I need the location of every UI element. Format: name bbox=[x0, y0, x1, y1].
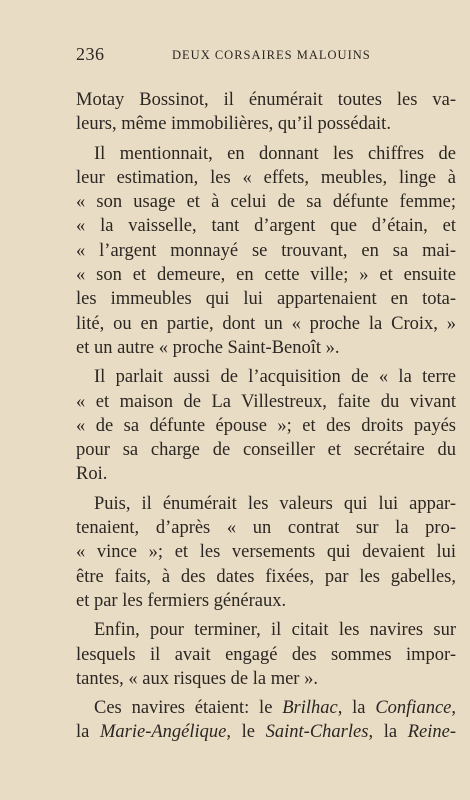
text-fragment: , la bbox=[337, 698, 376, 719]
text-line: « son et demeure, en cette ville; » et ensuite bbox=[76, 265, 456, 286]
text-line: pour sa charge de conseiller et secrétaire du bbox=[76, 440, 456, 461]
text-line bbox=[76, 696, 456, 720]
text-line: et un autre « proche Saint-Benoît ». bbox=[76, 337, 340, 358]
text-line: Puis, il énumérait les valeurs qui lui appar- bbox=[94, 493, 456, 514]
page-header bbox=[76, 44, 456, 66]
text-line: « de sa défunte épouse »; et des droits payés bbox=[76, 415, 456, 436]
text-line bbox=[76, 720, 456, 744]
text-line: être faits, à des dates fixées, par les gabelles, bbox=[76, 566, 456, 587]
text-line: « et maison de La Villestreux, faite du vivant bbox=[76, 391, 456, 412]
text-fragment: , bbox=[451, 698, 456, 719]
text-line: leurs, même immobilières, qu’il possédait. bbox=[76, 114, 391, 135]
text-line: tantes, « aux risques de la mer ». bbox=[76, 668, 318, 689]
running-title: DEUX CORSAIRES MALOUINS bbox=[172, 48, 371, 62]
text-line: « son usage et à celui de sa défunte femme; bbox=[76, 192, 456, 213]
ship-name: Saint-Charles bbox=[265, 722, 369, 743]
text-line: lité, ou en partie, dont un « proche la Croix, » bbox=[76, 313, 456, 334]
text-line: Il mentionnait, en donnant les chiffres de bbox=[94, 143, 456, 164]
ship-name: Marie-Angélique bbox=[100, 722, 227, 743]
body-text bbox=[76, 88, 456, 745]
ship-name: Brilhac bbox=[282, 698, 338, 719]
text-line: lesquels il avait engagé des sommes impor- bbox=[76, 644, 456, 665]
text-line: Motay Bossinot, il énumérait toutes les va- bbox=[76, 90, 456, 110]
text-line: tenaient, d’après « un contrat sur la pro- bbox=[76, 518, 456, 539]
ship-name: Reine- bbox=[407, 722, 456, 743]
text-line: « la vaisselle, tant d’argent que d’étain, et bbox=[76, 216, 456, 237]
text-fragment: la bbox=[76, 722, 100, 743]
text-line: « l’argent monnayé se trouvant, en sa mai- bbox=[76, 240, 456, 261]
ship-name: Confiance bbox=[375, 698, 452, 719]
text-fragment: , le bbox=[226, 722, 266, 743]
text-line: et par les fermiers généraux. bbox=[76, 590, 287, 611]
text-line: les immeubles qui lui appartenaient en tota- bbox=[76, 289, 456, 310]
text-fragment: Ces navires étaient: le bbox=[94, 698, 283, 719]
page-number: 236 bbox=[76, 44, 105, 64]
text-line: Enfin, pour terminer, il citait les navires sur bbox=[94, 620, 456, 641]
text-line: « vince »; et les versements qui devaient lui bbox=[76, 542, 456, 563]
text-line: leur estimation, les « effets, meubles, linge à bbox=[76, 167, 456, 188]
text-line: Roi. bbox=[76, 464, 108, 485]
text-line: Il parlait aussi de l’acquisition de « la terre bbox=[94, 367, 456, 388]
text-fragment: , la bbox=[368, 722, 408, 743]
